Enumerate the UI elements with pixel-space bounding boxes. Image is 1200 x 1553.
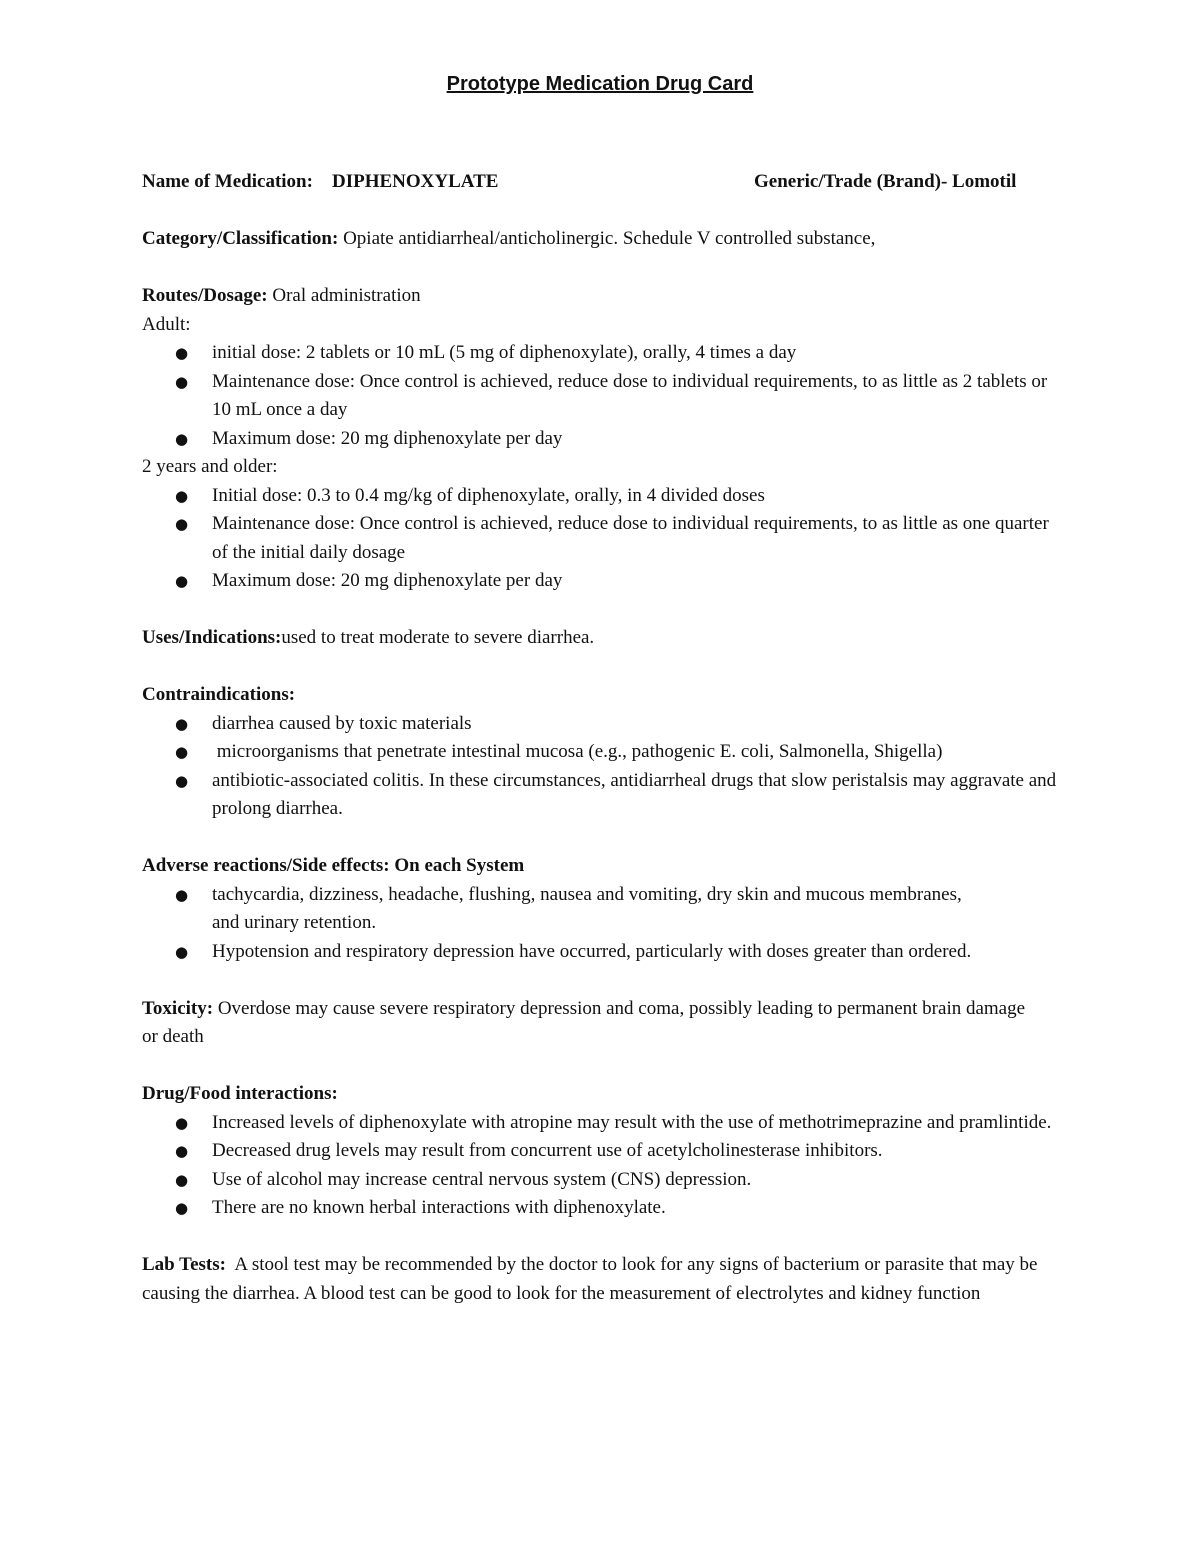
- toxicity-section: [142, 995, 1032, 1052]
- list-item: ● Increased levels of diphenoxylate with atropine may result with the use of methotrimeprazine and pramlintide.: [142, 1109, 1057, 1138]
- contraindications-label: Contraindications:: [142, 684, 296, 705]
- list-item: ● Maintenance dose: Once control is achieved, reduce dose to individual requirements, to as little as 2 tablets or 10 mL once a day: [142, 368, 1062, 425]
- list-item: ● Hypotension and respiratory depression have occurred, particularly with doses greater than ordered.: [142, 938, 1042, 967]
- category-label: Category/Classification:: [142, 228, 339, 249]
- list-item: ● There are no known herbal interactions with diphenoxylate.: [142, 1194, 1057, 1223]
- generic-trade-name: Generic/Trade (Brand)- Lomotil: [754, 171, 1017, 192]
- bullet-icon: ●: [175, 372, 189, 391]
- uses-value: used to treat moderate to severe diarrhea.: [281, 627, 595, 648]
- child-dosage-list: [142, 482, 1062, 596]
- routes-value: Oral administration: [267, 285, 421, 306]
- document-body: [142, 168, 1062, 1308]
- medication-name-value: DIPHENOXYLATE: [331, 171, 499, 192]
- interactions-label: Drug/Food interactions:: [142, 1083, 338, 1104]
- medication-name-label: Name of Medication:: [142, 171, 313, 192]
- lab-tests-label: Lab Tests:: [142, 1254, 226, 1275]
- list-item: ● Maintenance dose: Once control is achieved, reduce dose to individual requirements, to as little as one quarter of the initial daily dosage: [142, 510, 1062, 567]
- list-item: ● Maximum dose: 20 mg diphenoxylate per day: [142, 567, 1062, 596]
- adult-dosage-list: [142, 339, 1062, 453]
- bullet-icon: ●: [175, 515, 189, 533]
- adverse-label: Adverse reactions/Side effects: On each System: [142, 855, 525, 876]
- bullet-icon: ●: [175, 429, 189, 448]
- category-value: Opiate antidiarrheal/anticholinergic. Schedule V controlled substance,: [338, 228, 876, 249]
- lab-tests-value: A stool test may be recommended by the doctor to look for any signs of bacterium or parasite that may be causing the diarrhea. A blood test can be good to look for the measurement of electrolytes and kidney function: [142, 1254, 1043, 1304]
- contraindications-list: [142, 710, 1062, 824]
- list-item: ● diarrhea caused by toxic materials: [142, 710, 1062, 739]
- list-item: ● Initial dose: 0.3 to 0.4 mg/kg of diphenoxylate, orally, in 4 divided doses: [142, 482, 1062, 511]
- medication-name: [142, 168, 498, 197]
- bullet-icon: ●: [175, 714, 189, 733]
- list-item: ● Maximum dose: 20 mg diphenoxylate per day: [142, 425, 1062, 454]
- bullet-icon: ●: [175, 344, 189, 362]
- uses-label: Uses/Indications:: [142, 627, 282, 648]
- bullet-icon: ●: [175, 1142, 189, 1160]
- lab-tests-section: [142, 1251, 1062, 1308]
- interactions-list: [142, 1109, 1057, 1223]
- bullet-icon: ●: [175, 885, 189, 904]
- adverse-list: [142, 881, 1042, 967]
- list-item: ● microorganisms that penetrate intestinal mucosa (e.g., pathogenic E. coli, Salmonella, Shigella): [142, 738, 1062, 767]
- toxicity-value: Overdose may cause severe respiratory depression and coma, possibly leading to permanent brain damage or death: [142, 997, 1026, 1047]
- uses-section: [142, 624, 1062, 653]
- page-title: Prototype Medication Drug Card: [446, 73, 754, 95]
- bullet-icon: ●: [175, 486, 189, 505]
- routes-label: Routes/Dosage:: [142, 285, 268, 306]
- bullet-icon: ●: [175, 1113, 189, 1132]
- list-item: ● antibiotic-associated colitis. In these circumstances, antidiarrheal drugs that slow peristalsis may aggravate and prolong diarrhea.: [142, 767, 1062, 824]
- adult-label: Adult:: [142, 313, 191, 335]
- bullet-icon: ●: [175, 1199, 189, 1217]
- bullet-icon: ●: [175, 743, 189, 761]
- bullet-icon: ●: [175, 572, 189, 590]
- list-item: ● tachycardia, dizziness, headache, flushing, nausea and vomiting, dry skin and mucous membranes, and urinary retention.: [142, 881, 1042, 938]
- list-item: ● initial dose: 2 tablets or 10 mL (5 mg of diphenoxylate), orally, 4 times a day: [142, 339, 1062, 368]
- medication-name-row: [142, 168, 1062, 197]
- list-item: ● Use of alcohol may increase central nervous system (CNS) depression.: [142, 1166, 1057, 1195]
- bullet-icon: ●: [175, 1170, 189, 1189]
- child-label: 2 years and older:: [142, 456, 278, 477]
- list-item: ● Decreased drug levels may result from concurrent use of acetylcholinesterase inhibitors.: [142, 1137, 1057, 1166]
- routes-section: [142, 282, 1062, 311]
- category-section: [142, 225, 1062, 254]
- bullet-icon: ●: [175, 771, 189, 790]
- toxicity-label: Toxicity:: [142, 997, 214, 1019]
- bullet-icon: ●: [175, 942, 189, 961]
